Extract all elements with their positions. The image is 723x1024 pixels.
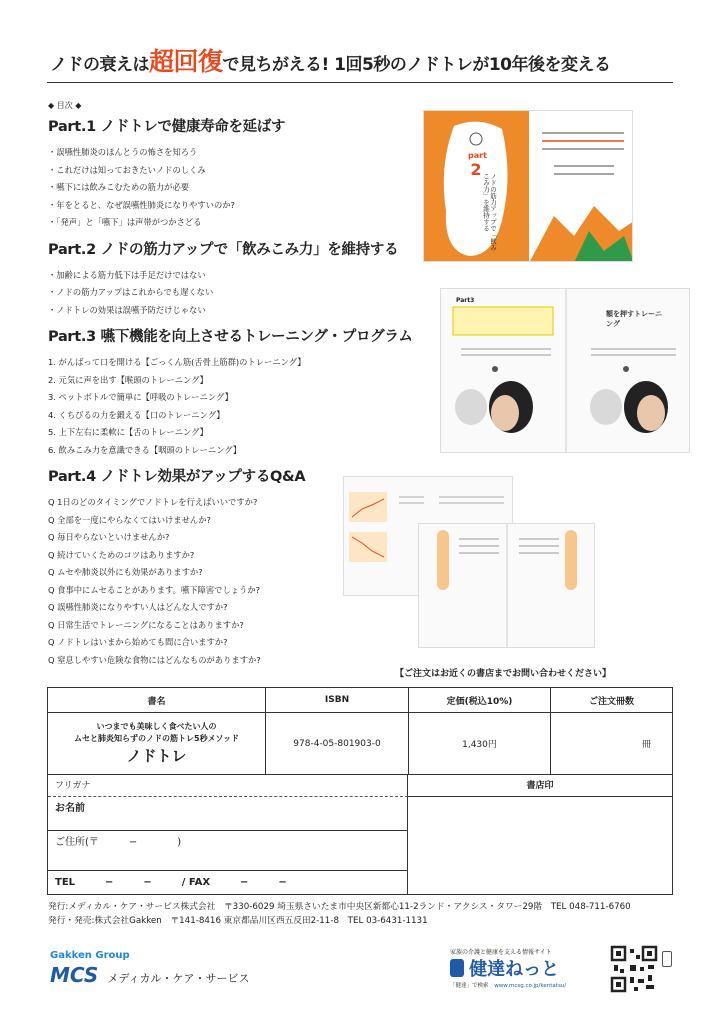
sample-spread-part3	[440, 288, 690, 453]
toc-part-title: Part.1 ノドトレで健康寿命を延ばす	[48, 119, 286, 135]
toc-part-title: Part.4 ノドトレ効果がアップするQ&A	[48, 469, 306, 485]
toc-item: 3. ペットボトルで簡単に【呼吸のトレーニング】	[48, 392, 233, 402]
toc-item: Q 誤嚥性肺炎になりやすい人はどんな人ですか?	[48, 602, 228, 612]
book-title: ノドトレ	[126, 747, 187, 765]
toc-heading: ◆ 目次 ◆	[48, 101, 82, 110]
order-form	[47, 775, 673, 895]
thumbs-up-icon	[450, 959, 464, 977]
part-title: ノドの筋力アップで「飲みこみ力」を維持する	[482, 173, 497, 251]
toc-item: 1. がんばって口を開ける【ごっくん筋(舌骨上筋群)のトレーニング】	[48, 357, 306, 367]
qr-code-icon[interactable]	[610, 945, 658, 993]
furigana-label: フリガナ	[55, 781, 91, 791]
toc-item: Q 続けていくためのコツはありますか?	[48, 549, 195, 560]
toc-item: 2. 元気に声を出す【喉頭のトレーニング】	[48, 374, 208, 385]
mcs-mark: MCS	[50, 963, 99, 987]
order-table	[47, 687, 673, 775]
price-value: 1,430円	[409, 713, 551, 775]
address-label: ご住所(〒 − )	[55, 837, 182, 848]
book-subtitle-2: ムセと肺炎知らずのノドの筋トレ5秒メソッド	[74, 734, 239, 743]
toc-item: Q 1日のどのタイミングでノドトレを行えばいいですか?	[48, 497, 258, 507]
toc-item: 4. くちびるの力を鍛える【口のトレーニング】	[48, 409, 225, 420]
toc-item: ・これだけは知っておきたいノドのしくみ	[48, 164, 206, 175]
tel-fax-label: TEL − − / FAX − −	[55, 877, 287, 888]
part2-spread-illustration	[424, 111, 633, 262]
customer-fields	[48, 775, 408, 895]
toc-part-title: Part.3 嚥下機能を向上させるトレーニング・プログラム	[48, 329, 413, 345]
part-label: part 2	[468, 151, 487, 179]
toc-item: ・年をとると、なぜ誤嚥性肺炎になりやすいのか?	[48, 199, 235, 210]
toc-item: Q 毎日やらないといけませんか?	[48, 532, 170, 542]
toc-item: Q ノドトレはいまから始めても間に合いますか?	[48, 637, 228, 647]
toc-item: Q 日常生活でトレーニングになることはありますか?	[48, 619, 244, 630]
toc-item: ・ノドトレの効果は誤嚥予防だけじゃない	[48, 304, 206, 315]
search-hint: 「健達」で検索	[450, 983, 489, 989]
order-notice: 【ご注文はお近くの書店までお問い合わせください】	[395, 669, 612, 679]
toc-item: Q 食事中にムセることがあります。嚥下障害でしょうか?	[48, 584, 261, 595]
col-price: 定価(税込10%)	[409, 688, 551, 713]
book-subtitle-1: いつまでも美味しく食べたい人の	[96, 722, 217, 731]
shop-stamp-area	[408, 797, 672, 895]
part3-label: Part3	[456, 297, 475, 304]
part4-qa-illustration	[419, 524, 595, 648]
headline-pre: ノドの衰えは	[50, 55, 149, 75]
name-label: お名前	[55, 803, 85, 814]
site-tagline: 家族の介護と健康を支える情報サイト	[450, 949, 552, 956]
page-headline	[50, 42, 680, 78]
toc-item: ・ノドの筋力アップはこれからでも遅くない	[48, 287, 214, 297]
gakken-group: Gakken Group	[50, 950, 130, 961]
furigana-field[interactable]	[48, 775, 408, 797]
publisher-line-1: 発行:メディカル・ケア・サービス株式会社 〒330-6029 埼玉県さいたま市中央区新都心11-2ランド・アクシス・タワー29階 TEL 048-711-6760	[48, 902, 631, 912]
toc-item: Q ムセや肺炎以外にも効果がありますか?	[48, 567, 203, 577]
toc-item: Q 窒息しやすい危険な食物にはどんなものがありますか?	[48, 654, 261, 665]
quantity-unit: 冊	[641, 740, 651, 750]
sample-spread-part4-front	[418, 523, 595, 648]
col-isbn: ISBN	[266, 688, 409, 713]
site-url[interactable]: www.mcsg.co.jp/kentatsu/	[494, 983, 567, 989]
smartphone-icon	[662, 951, 672, 967]
kentatsu-banner[interactable]	[450, 941, 675, 996]
shop-stamp-label: 書店印	[408, 775, 672, 797]
mcs-name: メディカル・ケア・サービス	[107, 972, 250, 985]
toc-item: 5. 上下左右に柔軟に【舌のトレーニング】	[48, 427, 208, 437]
headline-emphasis: 超回復	[149, 47, 223, 76]
book-cell	[48, 713, 266, 775]
publisher-line-2: 発行・発売:株式会社Gakken 〒141-8416 東京都品川区西五反田2-11-8 TEL 03-6431-1131	[48, 916, 428, 926]
toc-item: ・嚥下には飲みこむための筋力が必要	[48, 182, 190, 192]
col-book-title: 書名	[48, 688, 266, 713]
toc-item: 6. 飲みこみ力を意識できる【咽頭のトレーニング】	[48, 444, 242, 455]
sample-spread-part2	[423, 110, 633, 262]
toc-item: Q 全部を一度にやらなくてはいけませんか?	[48, 514, 211, 525]
quantity-field[interactable]	[551, 713, 673, 775]
tel-fax-field[interactable]	[48, 871, 408, 895]
address-field[interactable]	[48, 831, 408, 871]
mcs-logo	[50, 950, 250, 987]
col-quantity: ご注文冊数	[551, 688, 673, 713]
site-name: 健達ねっと	[469, 959, 560, 980]
part3-heading: 額を押すトレーニング	[606, 310, 662, 328]
toc-item: ・加齢による筋力低下は手足だけではない	[48, 269, 206, 280]
isbn-value: 978-4-05-801903-0	[266, 713, 409, 775]
headline-post: で見ちがえる! 1回5秒のノドトレが10年後を変える	[222, 55, 611, 75]
toc-item: ・誤嚥性肺炎のほんとうの怖さを知ろう	[48, 147, 198, 157]
headline-rule	[47, 82, 673, 83]
name-field[interactable]	[48, 797, 408, 831]
toc-item: ・「発声」と「嚥下」は声帯がつかさどる	[48, 217, 202, 227]
toc-part-title: Part.2 ノドの筋力アップで「飲みこみ力」を維持する	[48, 241, 399, 258]
